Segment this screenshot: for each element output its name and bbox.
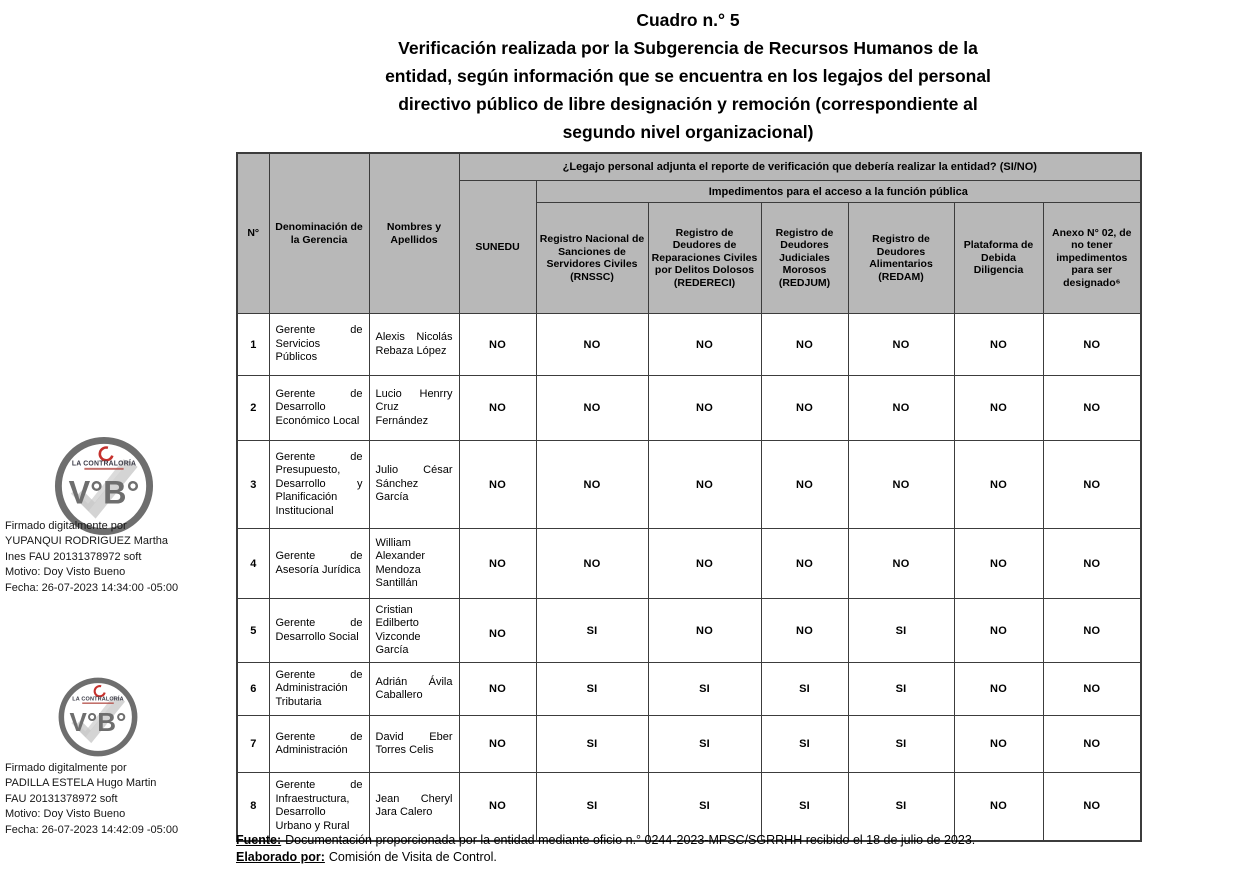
- anexo-cell: NO: [1043, 376, 1141, 441]
- vb-stamp-padilla: [57, 676, 139, 758]
- redam-cell: SI: [848, 716, 954, 773]
- row-number-cell: 8: [237, 773, 269, 841]
- rederci-cell: NO: [648, 314, 761, 376]
- table-subtitle-line: segundo nivel organizacional): [562, 122, 814, 142]
- signature-line: Fecha: 26-07-2023 14:34:00 -05:00: [5, 581, 179, 594]
- row-number-cell: 5: [237, 599, 269, 663]
- redjum-cell: NO: [761, 441, 848, 529]
- verification-table: [236, 152, 1142, 842]
- signature-line: Motivo: Doy Visto Bueno: [5, 566, 126, 579]
- table-subtitle: [288, 34, 1088, 146]
- digital-signature-padilla: [5, 761, 178, 838]
- gerencia-cell: Gerente de Administración Tributaria: [269, 663, 369, 716]
- column-header-redjum: Registro de Deudores Judiciales Morosos (REDJUM): [761, 203, 848, 314]
- plataforma-cell: NO: [954, 529, 1043, 599]
- plataforma-cell: NO: [954, 376, 1043, 441]
- table-subtitle-line: directivo público de libre designación y remoción (correspondiente al: [398, 94, 978, 114]
- table-subtitle-line: entidad, según información que se encuentra en los legajos del personal: [385, 66, 991, 86]
- row-number-cell: 2: [237, 376, 269, 441]
- gerencia-cell: Gerente de Administración: [269, 716, 369, 773]
- signature-line: PADILLA ESTELA Hugo Martin: [5, 777, 157, 790]
- table-body: [237, 314, 1141, 841]
- table-subtitle-line: Verificación realizada por la Subgerencia de Recursos Humanos de la: [398, 38, 978, 58]
- impedimentos-header: Impedimentos para el acceso a la función pública: [536, 181, 1141, 203]
- nombres-cell: Lucio Henrry Cruz Fernández: [369, 376, 459, 441]
- column-header-plataforma: Plataforma de Debida Diligencia: [954, 203, 1043, 314]
- rnssc-cell: SI: [536, 716, 648, 773]
- sunedu-cell: NO: [459, 716, 536, 773]
- sunedu-cell: NO: [459, 529, 536, 599]
- gerencia-cell: Gerente de Presupuesto, Desarrollo y Planificación Institucional: [269, 441, 369, 529]
- anexo-cell: NO: [1043, 663, 1141, 716]
- gerencia-cell: Gerente de Desarrollo Económico Local: [269, 376, 369, 441]
- nombres-cell: Cristian Edilberto Vizconde García: [369, 599, 459, 663]
- rnssc-cell: SI: [536, 773, 648, 841]
- rnssc-cell: NO: [536, 441, 648, 529]
- anexo-cell: NO: [1043, 441, 1141, 529]
- redjum-cell: SI: [761, 716, 848, 773]
- fuente-line: [236, 832, 1156, 849]
- sunedu-cell: NO: [459, 599, 536, 663]
- redjum-cell: NO: [761, 599, 848, 663]
- nombres-cell: Jean Cheryl Jara Calero: [369, 773, 459, 841]
- column-header-n: N°: [237, 153, 269, 314]
- signature-line: Motivo: Doy Visto Bueno: [5, 808, 126, 821]
- plataforma-cell: NO: [954, 773, 1043, 841]
- plataforma-cell: NO: [954, 599, 1043, 663]
- redam-cell: SI: [848, 599, 954, 663]
- table-row: [237, 716, 1141, 773]
- redam-cell: NO: [848, 529, 954, 599]
- stamp-org-label: LA CONTRALORÍA: [71, 460, 137, 468]
- row-number-cell: 7: [237, 716, 269, 773]
- elaborado-line: [236, 849, 1156, 866]
- rnssc-cell: NO: [536, 529, 648, 599]
- redam-cell: SI: [848, 663, 954, 716]
- stamp-org-subline: [82, 702, 114, 704]
- table-row: [237, 599, 1141, 663]
- gerencia-cell: Gerente de Desarrollo Social: [269, 599, 369, 663]
- plataforma-cell: NO: [954, 314, 1043, 376]
- table-row: [237, 773, 1141, 841]
- plataforma-cell: NO: [954, 663, 1043, 716]
- table-title-block: [288, 6, 1088, 146]
- plataforma-cell: NO: [954, 716, 1043, 773]
- rederci-cell: NO: [648, 529, 761, 599]
- signature-line: Fecha: 26-07-2023 14:42:09 -05:00: [5, 823, 179, 836]
- redam-cell: NO: [848, 441, 954, 529]
- anexo-cell: NO: [1043, 599, 1141, 663]
- stamp-vb-label: V°B°: [69, 707, 127, 738]
- redjum-cell: NO: [761, 529, 848, 599]
- fuente-text: Documentación proporcionada por la entidad mediante oficio n.° 0244-2023-MPSC/SGRRHH recibido el 18 de julio de 2023.: [285, 833, 976, 847]
- table-row: [237, 529, 1141, 599]
- fuente-label: Fuente:: [236, 833, 282, 847]
- nombres-cell: William Alexander Mendoza Santillán: [369, 529, 459, 599]
- footer-notes: [236, 832, 1156, 865]
- sunedu-cell: NO: [459, 773, 536, 841]
- column-header-sunedu: SUNEDU: [459, 181, 536, 314]
- row-number-cell: 4: [237, 529, 269, 599]
- sunedu-cell: NO: [459, 376, 536, 441]
- sunedu-cell: NO: [459, 441, 536, 529]
- rnssc-cell: SI: [536, 663, 648, 716]
- nombres-cell: David Eber Torres Celis: [369, 716, 459, 773]
- anexo-cell: NO: [1043, 529, 1141, 599]
- stamp-org-label: LA CONTRALORÍA: [72, 696, 124, 703]
- signature-line: FAU 20131378972 soft: [5, 792, 118, 805]
- nombres-cell: Julio César Sánchez García: [369, 441, 459, 529]
- nombres-cell: Alexis Nicolás Rebaza López: [369, 314, 459, 376]
- gerencia-cell: Gerente de Infraestructura, Desarrollo Urbano y Rural: [269, 773, 369, 841]
- column-header-rederci: Registro de Deudores de Reparaciones Civiles por Delitos Dolosos (REDERECI): [648, 203, 761, 314]
- signature-line: YUPANQUI RODRIGUEZ Martha: [5, 535, 168, 548]
- redam-cell: NO: [848, 314, 954, 376]
- gerencia-cell: Gerente de Servicios Públicos: [269, 314, 369, 376]
- elaborado-label: Elaborado por:: [236, 849, 325, 864]
- column-header-anexo: Anexo N° 02, de no tener impedimentos para ser designado⁶: [1043, 203, 1141, 314]
- rnssc-cell: NO: [536, 314, 648, 376]
- signature-line: Ines FAU 20131378972 soft: [5, 550, 142, 563]
- row-number-cell: 3: [237, 441, 269, 529]
- anexo-cell: NO: [1043, 716, 1141, 773]
- row-number-cell: 1: [237, 314, 269, 376]
- plataforma-cell: NO: [954, 441, 1043, 529]
- rnssc-cell: NO: [536, 376, 648, 441]
- rederci-cell: SI: [648, 716, 761, 773]
- column-header-rnssc: Registro Nacional de Sanciones de Servidores Civiles (RNSSC): [536, 203, 648, 314]
- rederci-cell: NO: [648, 376, 761, 441]
- signature-line: Firmado digitalmente por: [5, 762, 127, 774]
- nombres-cell: Adrián Ávila Caballero: [369, 663, 459, 716]
- column-header-redam: Registro de Deudores Alimentarios (REDAM): [848, 203, 954, 314]
- column-header-nombres: Nombres y Apellidos: [369, 153, 459, 314]
- redam-cell: NO: [848, 376, 954, 441]
- table-row: [237, 376, 1141, 441]
- anexo-cell: NO: [1043, 314, 1141, 376]
- redjum-cell: SI: [761, 663, 848, 716]
- rederci-cell: SI: [648, 773, 761, 841]
- table-caption: Cuadro n.° 5: [636, 10, 740, 30]
- anexo-cell: NO: [1043, 773, 1141, 841]
- gerencia-cell: Gerente de Asesoría Jurídica: [269, 529, 369, 599]
- elaborado-text: Comisión de Visita de Control.: [328, 849, 497, 864]
- redjum-cell: SI: [761, 773, 848, 841]
- signature-line: Firmado digitalmente por: [5, 520, 127, 532]
- row-number-cell: 6: [237, 663, 269, 716]
- question-header: ¿Legajo personal adjunta el reporte de verificación que debería realizar la entidad? (SI/NO): [459, 153, 1141, 181]
- stamp-org-subline: [84, 468, 123, 470]
- table-row: [237, 663, 1141, 716]
- rederci-cell: NO: [648, 441, 761, 529]
- sunedu-cell: NO: [459, 663, 536, 716]
- rederci-cell: NO: [648, 599, 761, 663]
- sunedu-cell: NO: [459, 314, 536, 376]
- stamp-vb-label: V°B°: [68, 474, 140, 511]
- redjum-cell: NO: [761, 376, 848, 441]
- table-row: [237, 314, 1141, 376]
- rederci-cell: SI: [648, 663, 761, 716]
- digital-signature-yupanqui: [5, 519, 178, 596]
- rnssc-cell: SI: [536, 599, 648, 663]
- column-header-gerencia: Denominación de la Gerencia: [269, 153, 369, 314]
- redjum-cell: NO: [761, 314, 848, 376]
- table-row: [237, 441, 1141, 529]
- redam-cell: SI: [848, 773, 954, 841]
